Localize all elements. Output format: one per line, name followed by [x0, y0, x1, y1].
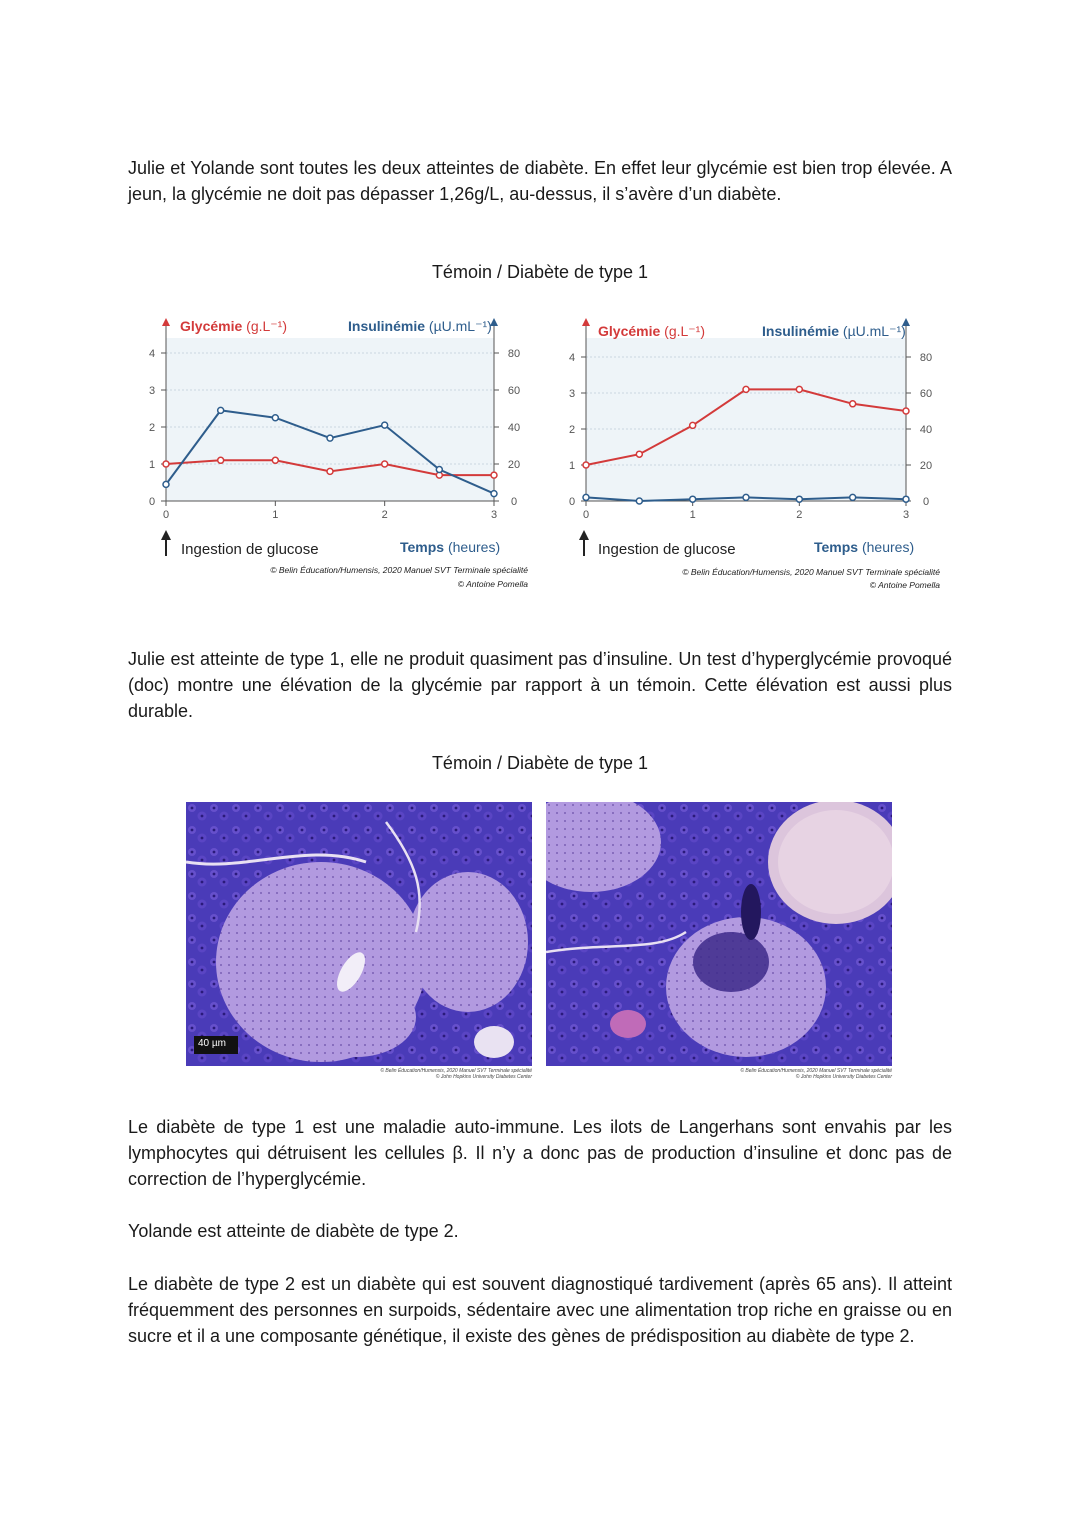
data-point: [743, 386, 749, 392]
ingestion-arrow-head-icon: [579, 530, 589, 540]
data-point: [436, 467, 442, 473]
chart-temoin-svg: [130, 308, 540, 598]
micrograph-credit-1: [186, 1068, 532, 1080]
y-left-label: Glycémie (g.L⁻¹): [598, 323, 705, 339]
y-right-tick-label: 0: [510, 496, 518, 508]
data-point: [850, 494, 856, 500]
y-right-label: Insulinémie (µU.mL⁻¹): [762, 323, 906, 339]
y-left-tick-label: 2: [148, 422, 156, 434]
plot-background: [166, 338, 494, 501]
data-point: [382, 461, 388, 467]
x-tick-label: 1: [272, 509, 279, 521]
chart-diabete-type1: [550, 308, 960, 603]
data-point: [636, 498, 642, 504]
micro-credit-line1: © Belin Éducation/Humensis, 2020 Manuel SVT Terminale spécialité: [380, 1068, 532, 1074]
data-point: [850, 401, 856, 407]
x-axis-label: Temps (heures): [400, 539, 501, 555]
y-left-label: Glycémie (g.L⁻¹): [180, 318, 287, 334]
data-point: [218, 457, 224, 463]
data-point: [163, 461, 169, 467]
ingestion-label: Ingestion de glucose: [598, 541, 736, 558]
y-right-tick-label: 80: [919, 352, 933, 364]
y-right-tick-label: 40: [507, 422, 521, 434]
type1-paragraph: Julie est atteinte de type 1, elle ne produit quasiment pas d’insuline. Un test d’hyperglycémie provoqué (doc) montre une élévation de la glycémie par rapport à un témoin. Cette élévation est aussi plus durable.: [128, 649, 952, 721]
data-point: [743, 494, 749, 500]
y-right-tick-label: 60: [919, 388, 933, 400]
left-axis-arrow: [582, 318, 590, 326]
chart-diabete-type1-svg: [550, 308, 960, 598]
y-right-tick-label: 0: [922, 496, 930, 508]
figure-caption-micrographs: Témoin / Diabète de type 1: [431, 753, 649, 773]
y-right-tick-label: 60: [507, 385, 521, 397]
micro-credit-line2: © John Hopkins University Diabetes Center: [795, 1074, 892, 1080]
micro-credit-line2: © John Hopkins University Diabetes Center: [435, 1074, 532, 1080]
chart-temoin: [130, 308, 540, 603]
data-point: [796, 496, 802, 502]
chart-credit-1: © Belin Éducation/Humensis, 2020 Manuel SVT Terminale spécialité: [682, 567, 940, 577]
x-tick-label: 3: [490, 509, 498, 521]
data-point: [796, 386, 802, 392]
data-point: [903, 408, 909, 414]
y-left-tick-label: 2: [568, 424, 576, 436]
y-left-tick-label: 0: [568, 496, 576, 508]
left-axis-arrow: [162, 318, 170, 326]
y-right-label: Insulinémie (µU.mL⁻¹): [348, 318, 492, 334]
chart-credit-2: © Antoine Pomella: [457, 579, 528, 589]
type2-paragraph: Le diabète de type 2 est un diabète qui est souvent diagnostiqué tardivement (après 65 ans). Il atteint fréquemment des personnes en surpoids, sédentaire avec une alimentation trop riche en graisse ou en sucre et il a une composante génétique, il existe des gènes de prédisposition au diabète de type 2.: [128, 1274, 952, 1346]
y-left-tick-label: 1: [568, 460, 576, 472]
data-point: [272, 457, 278, 463]
data-point: [903, 496, 909, 502]
data-point: [382, 422, 388, 428]
x-tick-label: 0: [162, 509, 170, 521]
chart-credit-1: © Belin Éducation/Humensis, 2020 Manuel SVT Terminale spécialité: [270, 565, 528, 575]
y-left-tick-label: 0: [148, 496, 156, 508]
micrograph-credit-2: [546, 1068, 892, 1080]
y-left-tick-label: 3: [568, 388, 576, 400]
autoimmune-paragraph: Le diabète de type 1 est une maladie auto-immune. Les ilots de Langerhans sont envahis par les lymphocytes qui détruisent les cellules β. Il n’y a donc pas de production d’insuline et donc pas de correction de l’hyperglycémie.: [128, 1117, 952, 1189]
micro-credit-line1: © Belin Éducation/Humensis, 2020 Manuel SVT Terminale spécialité: [740, 1068, 892, 1074]
data-point: [583, 494, 589, 500]
data-point: [690, 496, 696, 502]
micrograph-diabete-image: [546, 802, 892, 1066]
y-left-tick-label: 4: [568, 352, 576, 364]
ingestion-label: Ingestion de glucose: [181, 541, 319, 558]
micrograph-temoin: [186, 802, 532, 1066]
y-right-tick-label: 80: [507, 348, 521, 360]
data-point: [491, 472, 497, 478]
ingestion-arrow-head-icon: [161, 530, 171, 540]
y-right-tick-label: 20: [507, 459, 521, 471]
figure-caption-graphs: Témoin / Diabète de type 1: [431, 262, 649, 282]
data-point: [491, 491, 497, 497]
x-tick-label: 2: [381, 509, 388, 521]
x-axis-label: Temps (heures): [814, 539, 915, 555]
y-right-tick-label: 20: [919, 460, 933, 472]
x-tick-label: 0: [582, 509, 590, 521]
x-tick-label: 3: [902, 509, 910, 521]
y-right-tick-label: 40: [919, 424, 933, 436]
y-left-tick-label: 4: [148, 348, 156, 360]
scale-bar-label: 40 µm: [198, 1038, 226, 1049]
data-point: [163, 481, 169, 487]
y-left-tick-label: 3: [148, 385, 156, 397]
x-tick-label: 1: [689, 509, 696, 521]
micrograph-diabete-type1: [546, 802, 892, 1066]
data-point: [636, 451, 642, 457]
data-point: [690, 422, 696, 428]
yolande-paragraph: Yolande est atteinte de diabète de type 2.: [128, 1221, 459, 1241]
data-point: [327, 435, 333, 441]
chart-credit-2: © Antoine Pomella: [869, 580, 940, 590]
x-tick-label: 2: [796, 509, 803, 521]
y-left-tick-label: 1: [148, 459, 156, 471]
intro-paragraph: Julie et Yolande sont toutes les deux atteintes de diabète. En effet leur glycémie est bien trop élevée. A jeun, la glycémie ne doit pas dépasser 1,26g/L, au-dessus, il s’avère d’un diabète.: [128, 158, 952, 204]
micrograph-temoin-image: [186, 802, 532, 1066]
data-point: [272, 415, 278, 421]
plot-background: [586, 338, 906, 501]
data-point: [218, 407, 224, 413]
data-point: [327, 468, 333, 474]
data-point: [583, 462, 589, 468]
